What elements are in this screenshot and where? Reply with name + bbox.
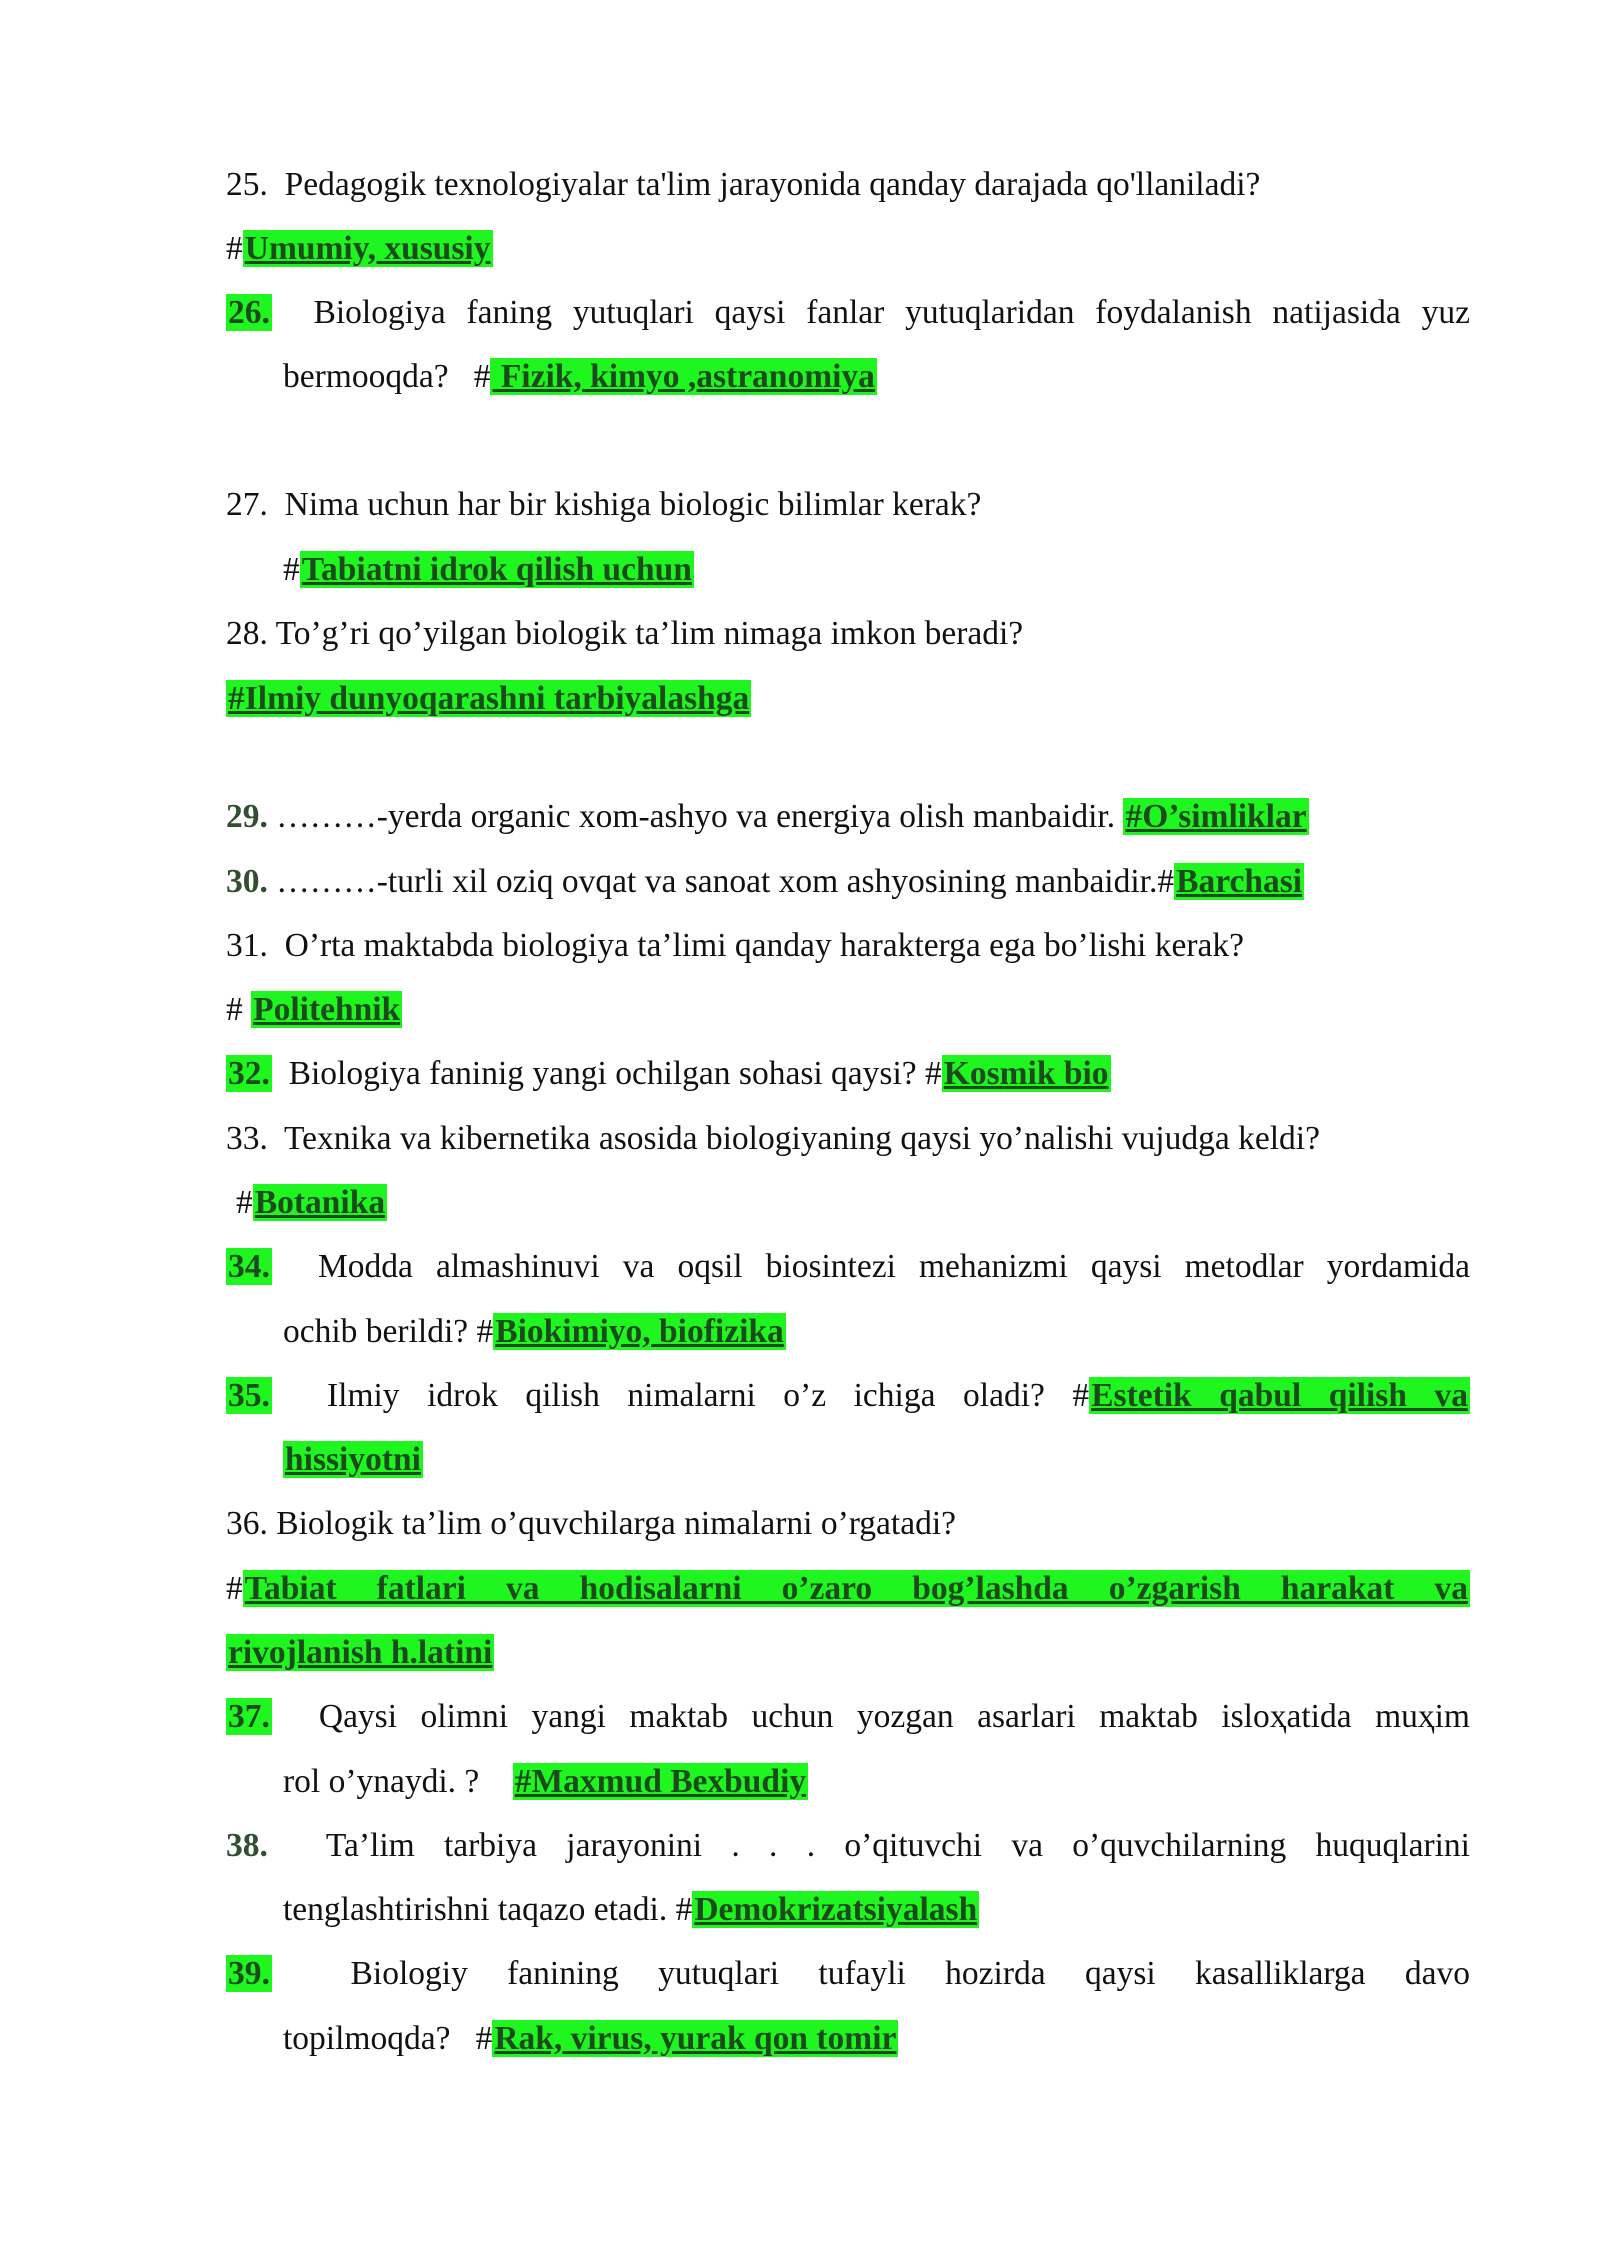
question-25: [226, 162, 1260, 208]
answer-27: [283, 547, 694, 593]
question-34: [226, 1244, 1470, 1290]
question-text: To’g’ri qo’yilgan biologik ta’lim nimaga imkon beradi?: [275, 615, 1024, 652]
question-37-cont: [283, 1759, 808, 1805]
question-number: 32.: [228, 1055, 270, 1092]
hash-mark: #: [475, 2020, 493, 2057]
question-28: [226, 611, 1023, 657]
question-text: Biologiya faning yutuqlari qaysi fanlar yutuqlaridan foydalanish natijasida yuz: [313, 294, 1470, 331]
answer-highlight: Barchasi: [1176, 863, 1303, 900]
hash-mark: #: [473, 358, 491, 395]
question-26: [226, 290, 1470, 336]
answer-highlight: Fizik, kimyo ,astranomiya: [492, 358, 875, 395]
question-number: 26.: [228, 294, 270, 331]
answer-highlight: Kosmik bio: [943, 1055, 1109, 1092]
question-37: [226, 1694, 1470, 1740]
question-number: 28.: [226, 615, 268, 652]
hash-mark: #: [226, 991, 243, 1028]
answer-28: [226, 676, 751, 722]
answer-36: [226, 1566, 1470, 1612]
question-38: [226, 1823, 1470, 1869]
question-text: Qaysi olimni yangi maktab uchun yozgan asarlari maktab isloҳatida muҳim: [318, 1698, 1470, 1735]
question-32: [226, 1051, 1111, 1097]
answer-36-cont: [226, 1630, 494, 1676]
question-number: 31.: [226, 927, 268, 964]
answer-33: [236, 1180, 387, 1226]
question-30: [226, 859, 1304, 905]
question-31: [226, 923, 1244, 969]
question-29: [226, 794, 1309, 840]
question-33: [226, 1116, 1320, 1162]
question-text: Nima uchun har bir kishiga biologic bilimlar kerak?: [284, 486, 982, 523]
question-text: ………-yerda organic xom-ashyo va energiya olish manbaidir.: [276, 798, 1116, 835]
answer-highlight: Tabiat fatlari va hodisalarni o’zaro bog’lashda o’zgarish harakat va: [244, 1570, 1468, 1607]
question-number: 33.: [226, 1120, 268, 1157]
question-text: Biologiy fanining yutuqlari tufayli hozirda qaysi kasalliklarga davo: [350, 1955, 1471, 1992]
answer-25: [226, 226, 493, 272]
question-text: Biologik ta’lim o’quvchilarga nimalarni o’rgatadi?: [276, 1505, 956, 1542]
question-number: 36.: [226, 1505, 268, 1542]
question-number: 30.: [226, 863, 268, 900]
answer-highlight: Umumiy, xususiy: [244, 230, 491, 267]
hash-mark: #: [236, 1184, 253, 1221]
answer-highlight: Biokimiyo, biofizika: [495, 1313, 784, 1350]
answer-highlight: Politehnik: [253, 991, 401, 1028]
question-text: Ta’lim tarbiya jarayonini . . . o’qituvchi va o’quvchilarning huquqlarini: [325, 1827, 1470, 1864]
answer-highlight: rivojlanish h.latini: [228, 1634, 493, 1671]
question-number: 34.: [228, 1248, 270, 1285]
question-text: ………-turli xil oziq ovqat va sanoat xom ashyosining manbaidir.#: [276, 863, 1175, 900]
question-35: [226, 1373, 1470, 1419]
answer-35-cont: [283, 1437, 423, 1483]
answer-highlight: #Maxmud Bexbudiy: [514, 1763, 807, 1800]
question-text: Ilmiy idrok qilish nimalarni o’z ichiga oladi? #: [326, 1377, 1090, 1414]
question-number: 38.: [226, 1827, 268, 1864]
question-number: 37.: [228, 1698, 270, 1735]
question-text: ochib berildi? #: [283, 1313, 494, 1350]
question-27: [226, 482, 981, 528]
question-text: O’rta maktabda biologiya ta’limi qanday harakterga ega bo’lishi kerak?: [284, 927, 1244, 964]
question-34-cont: [283, 1309, 786, 1355]
question-36: [226, 1501, 956, 1547]
answer-highlight: #Ilmiy dunyoqarashni tarbiyalashga: [228, 680, 750, 717]
answer-highlight: Demokrizatsiyalash: [694, 1891, 978, 1928]
question-text: bermooqda?: [283, 358, 449, 395]
question-text: Biologiya faninig yangi ochilgan sohasi qaysi? #: [288, 1055, 942, 1092]
hash-mark: #: [226, 230, 243, 267]
answer-highlight: Rak, virus, yurak qon tomir: [494, 2020, 897, 2057]
question-number: 27.: [226, 486, 268, 523]
answer-highlight: hissiyotni: [285, 1441, 421, 1478]
question-26-cont: [283, 354, 877, 400]
question-39-cont: [283, 2016, 898, 2062]
hash-mark: #: [226, 1570, 243, 1607]
question-text: Modda almashinuvi va oqsil biosintezi mehanizmi qaysi metodlar yordamida: [318, 1248, 1471, 1285]
question-number: 39.: [228, 1955, 270, 1992]
question-number: 25.: [226, 166, 268, 203]
question-text: rol o’ynaydi. ?: [283, 1763, 480, 1800]
question-39: [226, 1951, 1470, 1997]
question-text: topilmoqda?: [283, 2020, 451, 2057]
answer-highlight: Tabiatni idrok qilish uchun: [301, 551, 692, 588]
question-text: tenglashtirishni taqazo etadi. #: [283, 1891, 693, 1928]
answer-highlight: Botanika: [254, 1184, 386, 1221]
question-text: Texnika va kibernetika asosida biologiyaning qaysi yo’nalishi vujudga keldi?: [284, 1120, 1320, 1157]
question-number: 35.: [228, 1377, 270, 1414]
answer-31: [226, 987, 402, 1033]
question-text: Pedagogik texnologiyalar ta'lim jarayonida qanday darajada qo'llaniladi?: [284, 166, 1261, 203]
question-number: 29.: [226, 798, 268, 835]
answer-highlight: #O’simliklar: [1125, 798, 1307, 835]
hash-mark: #: [283, 551, 300, 588]
question-38-cont: [283, 1887, 979, 1933]
answer-highlight: Estetik qabul qilish va: [1091, 1377, 1469, 1414]
